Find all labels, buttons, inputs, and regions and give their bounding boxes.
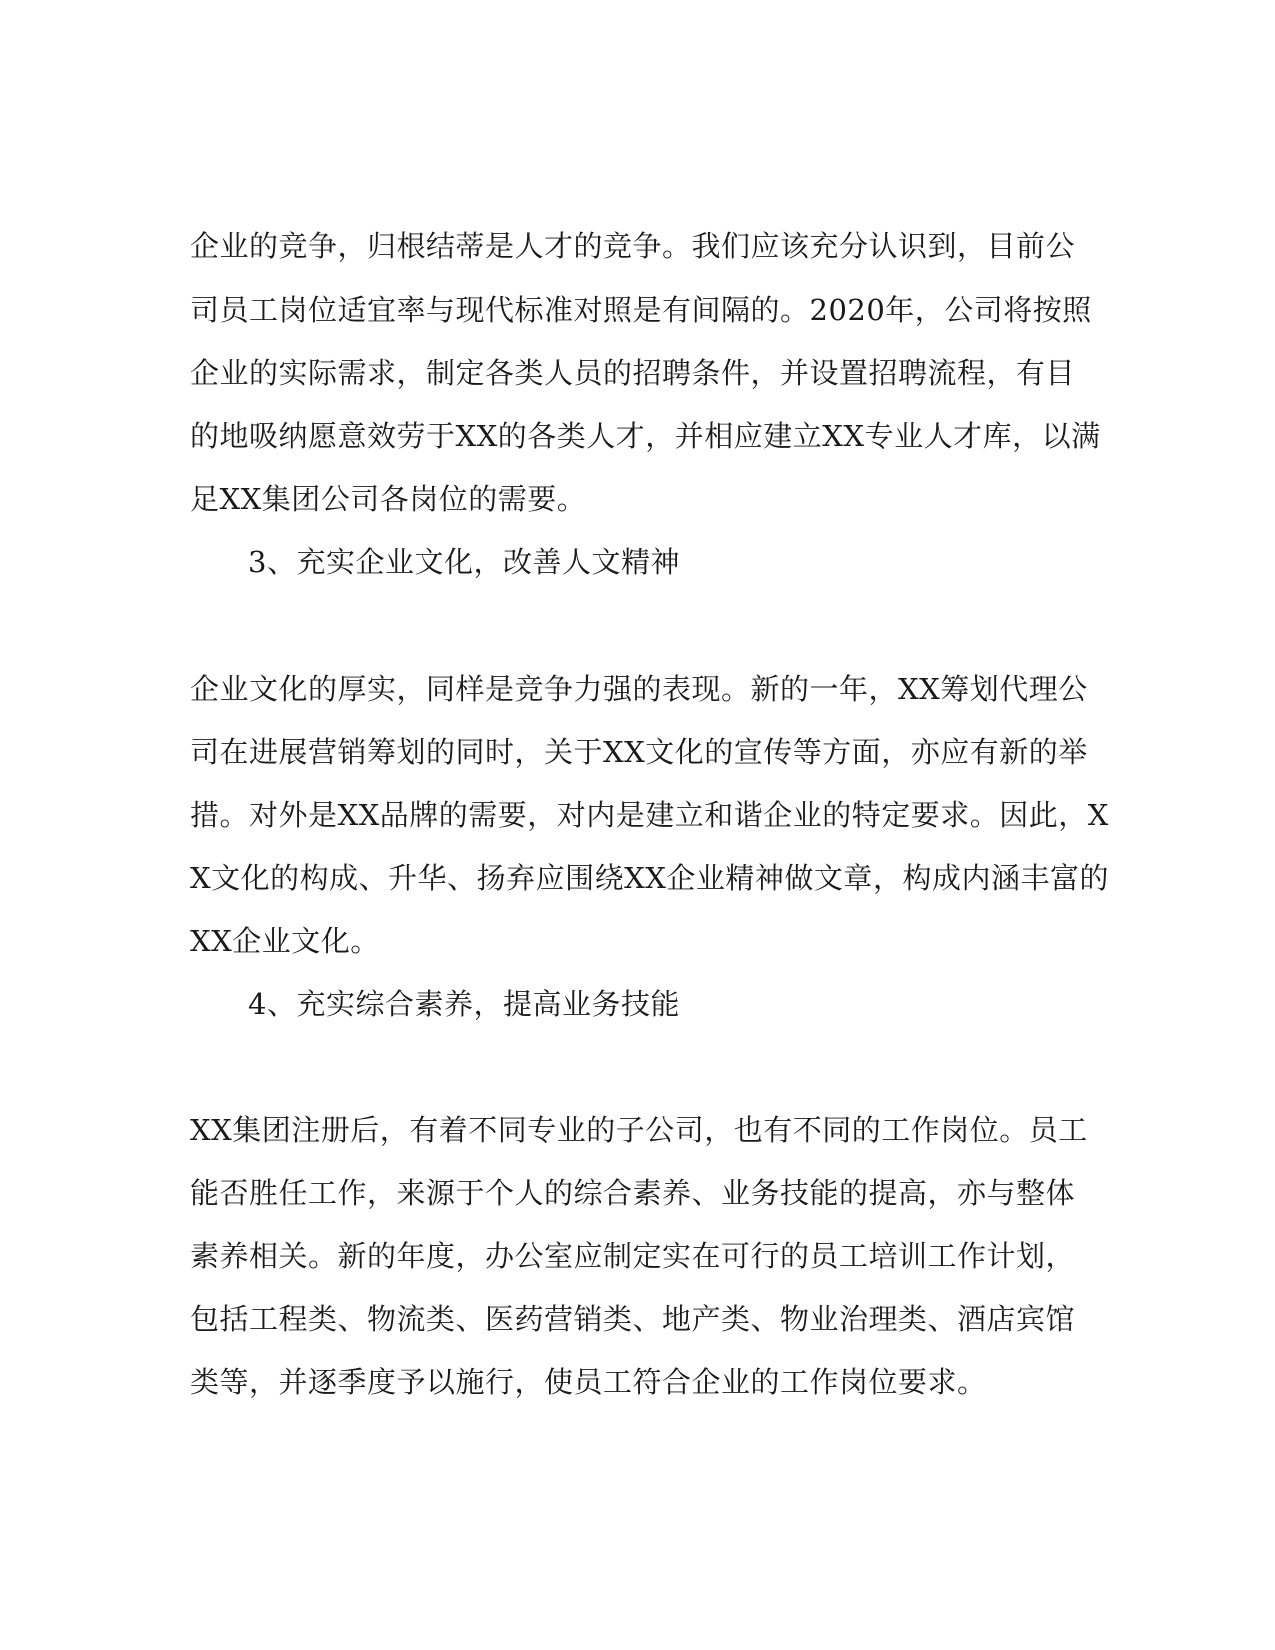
paragraph-line: 包括工程类、物流类、医药营销类、地产类、物业治理类、酒店宾馆 <box>190 1302 1076 1336</box>
section-heading: 4、充实综合素养，提高业务技能 <box>248 987 680 1021</box>
section-heading: 3、充实企业文化，改善人文精神 <box>248 545 680 579</box>
paragraph-line: 类等，并逐季度予以施行，使员工符合企业的工作岗位要求。 <box>190 1365 987 1399</box>
paragraph-line: 企业的实际需求，制定各类人员的招聘条件，并设置招聘流程，有目 <box>190 356 1076 390</box>
paragraph-line: XX集团注册后，有着不同专业的子公司，也有不同的工作岗位。员工 <box>190 1113 1088 1147</box>
paragraph-line: 司员工岗位适宜率与现代标准对照是有间隔的。2020年，公司将按照 <box>190 293 1092 327</box>
paragraph-line: 足XX集团公司各岗位的需要。 <box>190 482 587 516</box>
paragraph-line: X文化的构成、升华、扬弃应围绕XX企业精神做文章，构成内涵丰富的 <box>190 861 1109 895</box>
paragraph-line: 司在进展营销筹划的同时，关于XX文化的宣传等方面，亦应有新的举 <box>190 735 1088 769</box>
paragraph-line: 的地吸纳愿意效劳于XX的各类人才，并相应建立XX专业人才库，以满 <box>190 419 1101 453</box>
paragraph-line: 措。对外是XX品牌的需要，对内是建立和谐企业的特定要求。因此，X <box>190 798 1109 832</box>
paragraph-line: 素养相关。新的年度，办公室应制定实在可行的员工培训工作计划， <box>190 1239 1076 1273</box>
paragraph-line: 企业文化的厚实，同样是竞争力强的表现。新的一年，XX筹划代理公 <box>190 672 1088 706</box>
paragraph-line: XX企业文化。 <box>190 924 380 958</box>
paragraph-line: 企业的竞争，归根结蒂是人才的竞争。我们应该充分认识到，目前公 <box>190 229 1076 263</box>
paragraph-line: 能否胜任工作，来源于个人的综合素养、业务技能的提高，亦与整体 <box>190 1176 1076 1210</box>
